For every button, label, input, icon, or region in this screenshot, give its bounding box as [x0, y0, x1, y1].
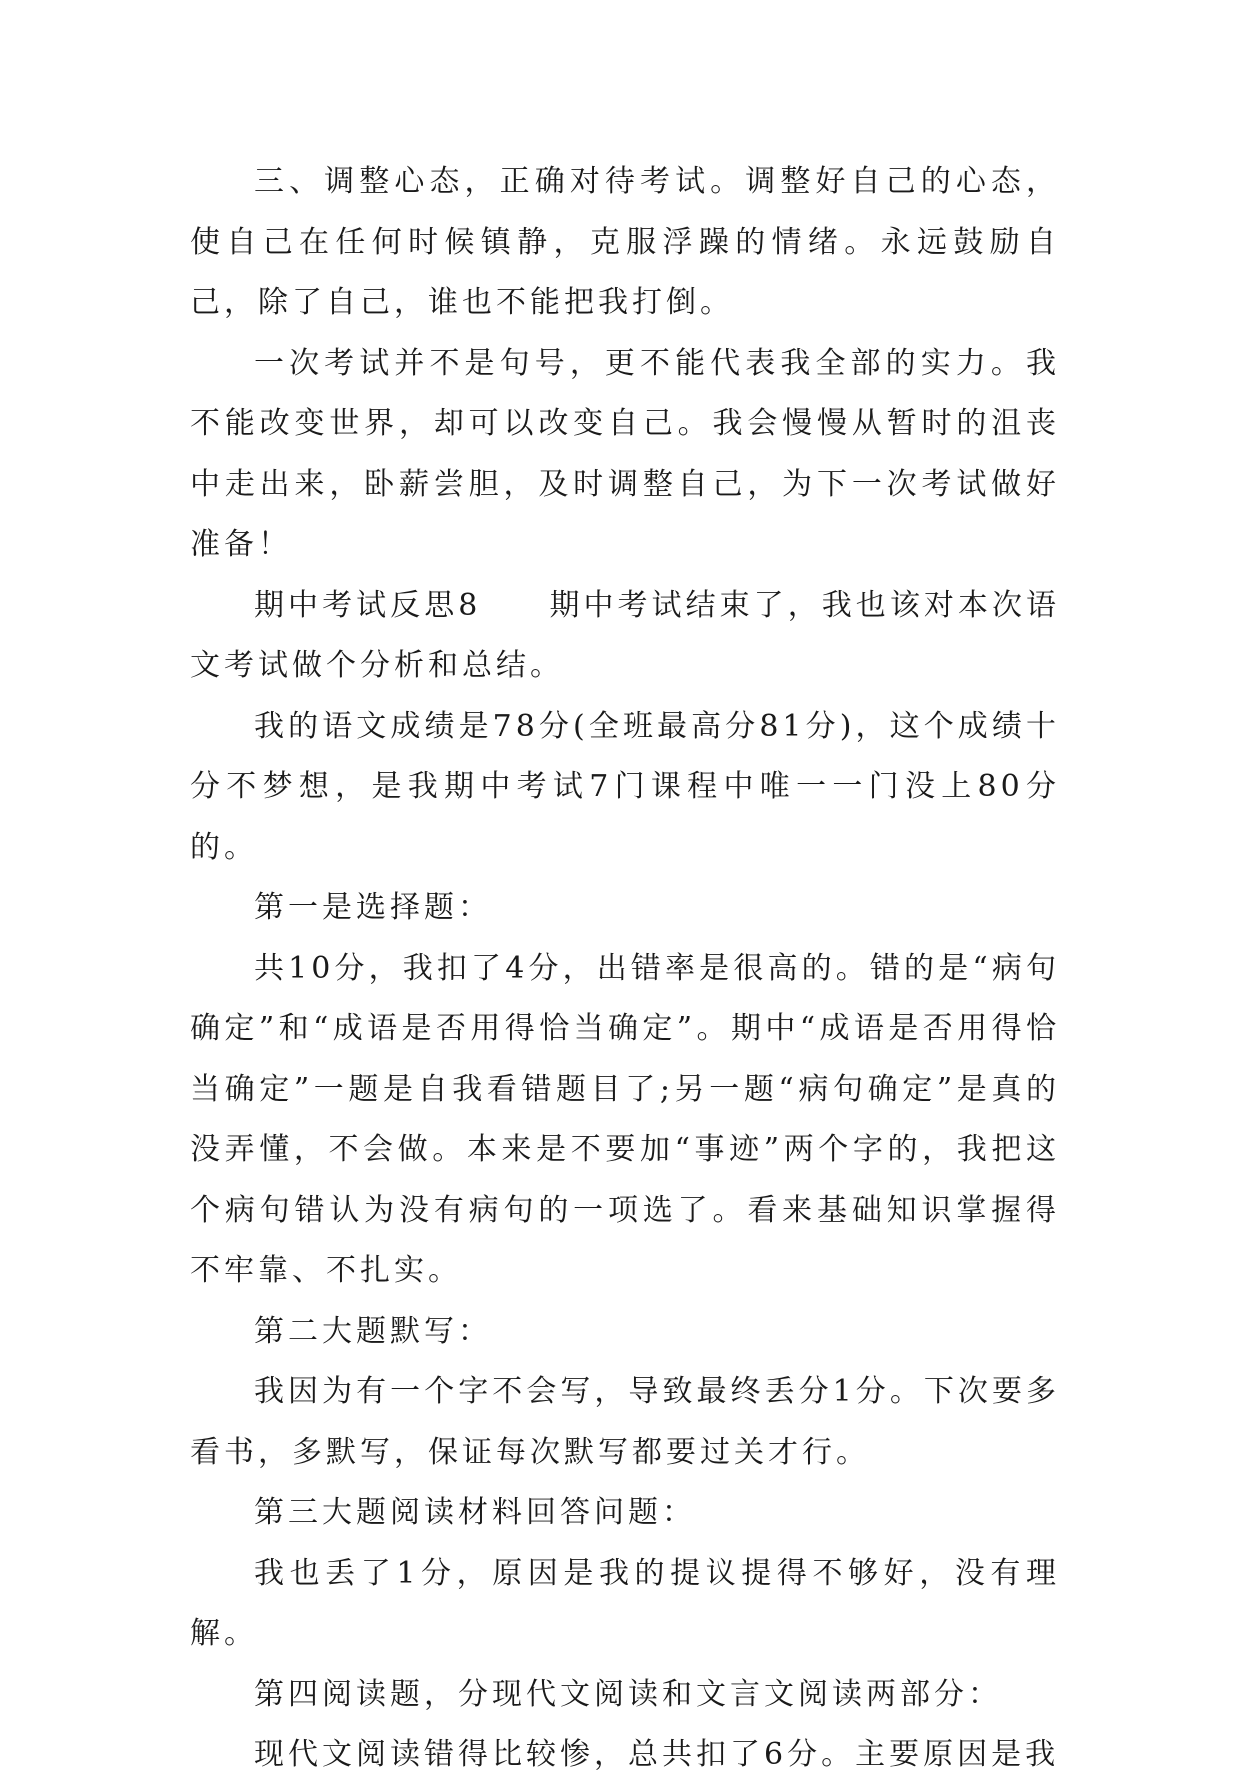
paragraph: 我也丢了1分，原因是我的提议提得不够好，没有理解。	[190, 1555, 1060, 1651]
paragraph: 第三大题阅读材料回答问题：	[254, 1495, 696, 1530]
paragraph: 一次考试并不是句号，更不能代表我全部的实力。我不能改变世界，却可以改变自己。我会慢慢从暂时的沮丧中走出来，卧薪尝胆，及时调整自己，为下一次考试做好准备！	[190, 345, 1060, 562]
paragraph: 第一是选择题：	[254, 890, 492, 925]
paragraph: 共10分，我扣了4分，出错率是很高的。错的是“病句确定”和“成语是否用得恰当确定”。期中“成语是否用得恰当确定”一题是自我看错题目了;另一题“病句确定”是真的没弄懂，不会做。本来是不要加“事迹”两个字的，我把这个病句错认为没有病句的一项选了。看来基础知识掌握得不牢靠、不扎实。	[190, 950, 1060, 1288]
paragraph: 三、调整心态，正确对待考试。调整好自己的心态，使自己在任何时候镇静，克服浮躁的情绪。永远鼓励自己，除了自己，谁也不能把我打倒。	[190, 164, 1060, 320]
paragraph: 第四阅读题，分现代文阅读和文言文阅读两部分：	[254, 1676, 1002, 1712]
paragraph: 期中考试反思8 期中考试结束了，我也该对本次语文考试做个分析和总结。	[190, 587, 1060, 683]
paragraph: 我因为有一个字不会写，导致最终丢分1分。下次要多看书，多默写，保证每次默写都要过关才行。	[190, 1374, 1060, 1470]
paragraph: 第二大题默写：	[254, 1313, 492, 1349]
paragraph: 现代文阅读错得比较惨，总共扣了6分。主要原因是我	[254, 1737, 1060, 1772]
paragraph: 我的语文成绩是78分(全班最高分81分)，这个成绩十分不梦想，是我期中考试7门课程中唯一一门没上80分的。	[190, 708, 1060, 865]
document-body	[190, 152, 1060, 1786]
